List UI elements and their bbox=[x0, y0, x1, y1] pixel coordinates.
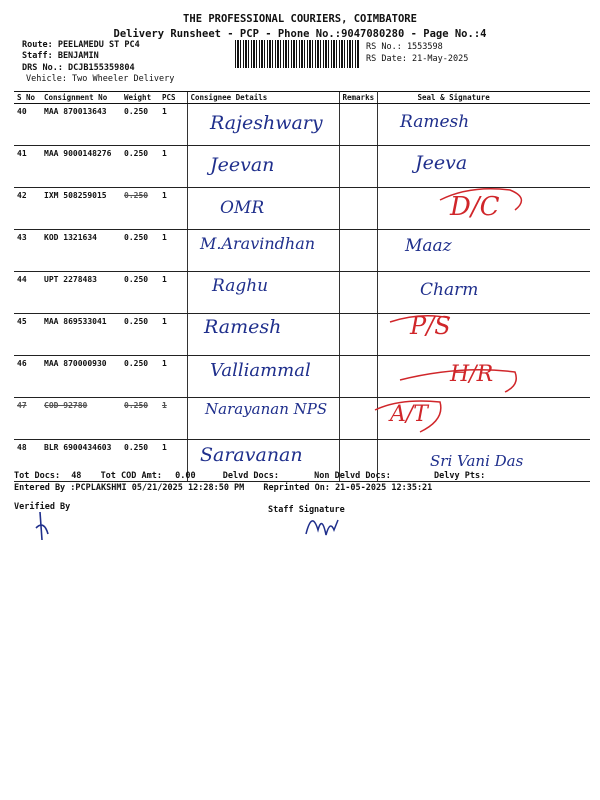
row-seal bbox=[377, 146, 590, 188]
row-consignment: KOD 1321634 bbox=[41, 230, 121, 272]
table-header bbox=[14, 92, 590, 104]
handwritten-seal: Sri Vani Das bbox=[430, 452, 524, 470]
row-sno: 43 bbox=[14, 230, 41, 272]
handwritten-seal: Jeeva bbox=[415, 152, 468, 174]
tot-docs-label: Tot Docs: bbox=[14, 471, 61, 481]
staff-signature-label: Staff Signature bbox=[268, 505, 345, 515]
row-consignment: MAA 869533041 bbox=[41, 314, 121, 356]
row-remarks bbox=[339, 146, 377, 188]
entered-line bbox=[14, 483, 432, 493]
handwritten-seal: Charm bbox=[420, 280, 479, 300]
entered-by: Entered By :PCPLAKSHMI 05/21/2025 12:28:50 PM bbox=[14, 483, 245, 493]
row-weight: 0.250 bbox=[121, 440, 159, 482]
handwritten-name: Raghu bbox=[212, 276, 269, 296]
col-consignee: Consignee Details bbox=[187, 92, 339, 104]
red-remark: D/C bbox=[450, 192, 500, 222]
row-consignment: MAA 870013643 bbox=[41, 104, 121, 146]
red-remark: P/S bbox=[410, 312, 451, 340]
row-consignment: COD 92780 bbox=[41, 398, 121, 440]
table-row bbox=[14, 314, 590, 356]
handwritten-name: Jeevan bbox=[210, 154, 275, 176]
red-remark: H/R bbox=[450, 362, 494, 387]
route: Route: PEELAMEDU ST PC4 bbox=[22, 40, 140, 50]
table-row bbox=[14, 188, 590, 230]
col-sno: S No bbox=[14, 92, 41, 104]
table-row bbox=[14, 146, 590, 188]
col-seal: Seal & Signature bbox=[377, 92, 590, 104]
runsheet-table bbox=[14, 91, 590, 482]
company-title: THE PROFESSIONAL COURIERS, COIMBATORE bbox=[183, 13, 417, 25]
row-weight: 0.250 bbox=[121, 188, 159, 230]
handwritten-name: Valliammal bbox=[210, 360, 311, 381]
row-pcs: 1 bbox=[159, 314, 187, 356]
row-pcs: 1 bbox=[159, 356, 187, 398]
row-consignment: IXM 508259015 bbox=[41, 188, 121, 230]
row-sno: 44 bbox=[14, 272, 41, 314]
row-sno: 46 bbox=[14, 356, 41, 398]
tot-docs-value: 48 bbox=[71, 471, 82, 481]
row-pcs: 1 bbox=[159, 104, 187, 146]
staff: Staff: BENJAMIN bbox=[22, 51, 99, 61]
delvd-docs: Delvd Docs: bbox=[222, 471, 280, 481]
row-pcs: 1 bbox=[159, 146, 187, 188]
reprinted-on: Reprinted On: 21-05-2025 12:35:21 bbox=[263, 483, 433, 493]
non-delvd-docs: Non Delvd Docs: bbox=[314, 471, 391, 481]
row-sno: 45 bbox=[14, 314, 41, 356]
row-remarks bbox=[339, 188, 377, 230]
col-pcs: PCS bbox=[159, 92, 187, 104]
row-remarks bbox=[339, 314, 377, 356]
handwritten-name: Saravanan bbox=[200, 444, 303, 466]
row-sno: 42 bbox=[14, 188, 41, 230]
row-sno: 41 bbox=[14, 146, 41, 188]
handwritten-name: Rajeshwary bbox=[210, 112, 323, 134]
drs-no: DRS No.: DCJB155359804 bbox=[22, 63, 135, 73]
handwritten-name: M.Aravindhan bbox=[200, 234, 316, 253]
handwritten-seal: Ramesh bbox=[400, 112, 470, 132]
row-sno: 47 bbox=[14, 398, 41, 440]
row-pcs: 1 bbox=[159, 440, 187, 482]
rs-no: RS No.: 1553598 bbox=[366, 42, 443, 52]
row-pcs: 1 bbox=[159, 398, 187, 440]
row-consignment: BLR 6900434603 bbox=[41, 440, 121, 482]
col-weight: Weight bbox=[121, 92, 159, 104]
rs-date: RS Date: 21-May-2025 bbox=[366, 54, 469, 64]
row-remarks bbox=[339, 398, 377, 440]
row-weight: 0.250 bbox=[121, 272, 159, 314]
handwritten-name: OMR bbox=[220, 198, 265, 218]
vehicle: Vehicle: Two Wheeler Delivery bbox=[26, 74, 175, 84]
handwritten-seal: Maaz bbox=[405, 236, 452, 256]
tot-cod-value: 0.00 bbox=[175, 471, 196, 481]
row-remarks bbox=[339, 356, 377, 398]
row-pcs: 1 bbox=[159, 188, 187, 230]
row-remarks bbox=[339, 104, 377, 146]
table-row bbox=[14, 272, 590, 314]
row-seal bbox=[377, 272, 590, 314]
row-consignment: MAA 870000930 bbox=[41, 356, 121, 398]
red-remark: A/T bbox=[390, 402, 428, 427]
row-sno: 48 bbox=[14, 440, 41, 482]
barcode-image bbox=[235, 40, 360, 68]
totals-line bbox=[14, 471, 485, 481]
row-consignment: UPT 2278483 bbox=[41, 272, 121, 314]
row-seal bbox=[377, 314, 590, 356]
verified-by-label: Verified By bbox=[14, 502, 71, 512]
row-sno: 40 bbox=[14, 104, 41, 146]
row-weight: 0.250 bbox=[121, 356, 159, 398]
tot-cod-label: Tot COD Amt: bbox=[100, 471, 162, 481]
row-weight: 0.250 bbox=[121, 314, 159, 356]
col-consignment: Consignment No bbox=[41, 92, 121, 104]
row-remarks bbox=[339, 230, 377, 272]
row-weight: 0.250 bbox=[121, 104, 159, 146]
row-weight: 0.250 bbox=[121, 398, 159, 440]
row-weight: 0.250 bbox=[121, 230, 159, 272]
row-consignment: MAA 9000148276 bbox=[41, 146, 121, 188]
col-remarks: Remarks bbox=[339, 92, 377, 104]
runsheet-subtitle: Delivery Runsheet - PCP - Phone No.:9047080280 - Page No.:4 bbox=[113, 28, 487, 40]
delvy-pts: Delvy Pts: bbox=[434, 471, 486, 481]
row-pcs: 1 bbox=[159, 230, 187, 272]
row-weight: 0.250 bbox=[121, 146, 159, 188]
row-remarks bbox=[339, 272, 377, 314]
handwritten-name: Ramesh bbox=[204, 316, 282, 338]
handwritten-name: Narayanan NPS bbox=[205, 400, 328, 418]
row-pcs: 1 bbox=[159, 272, 187, 314]
